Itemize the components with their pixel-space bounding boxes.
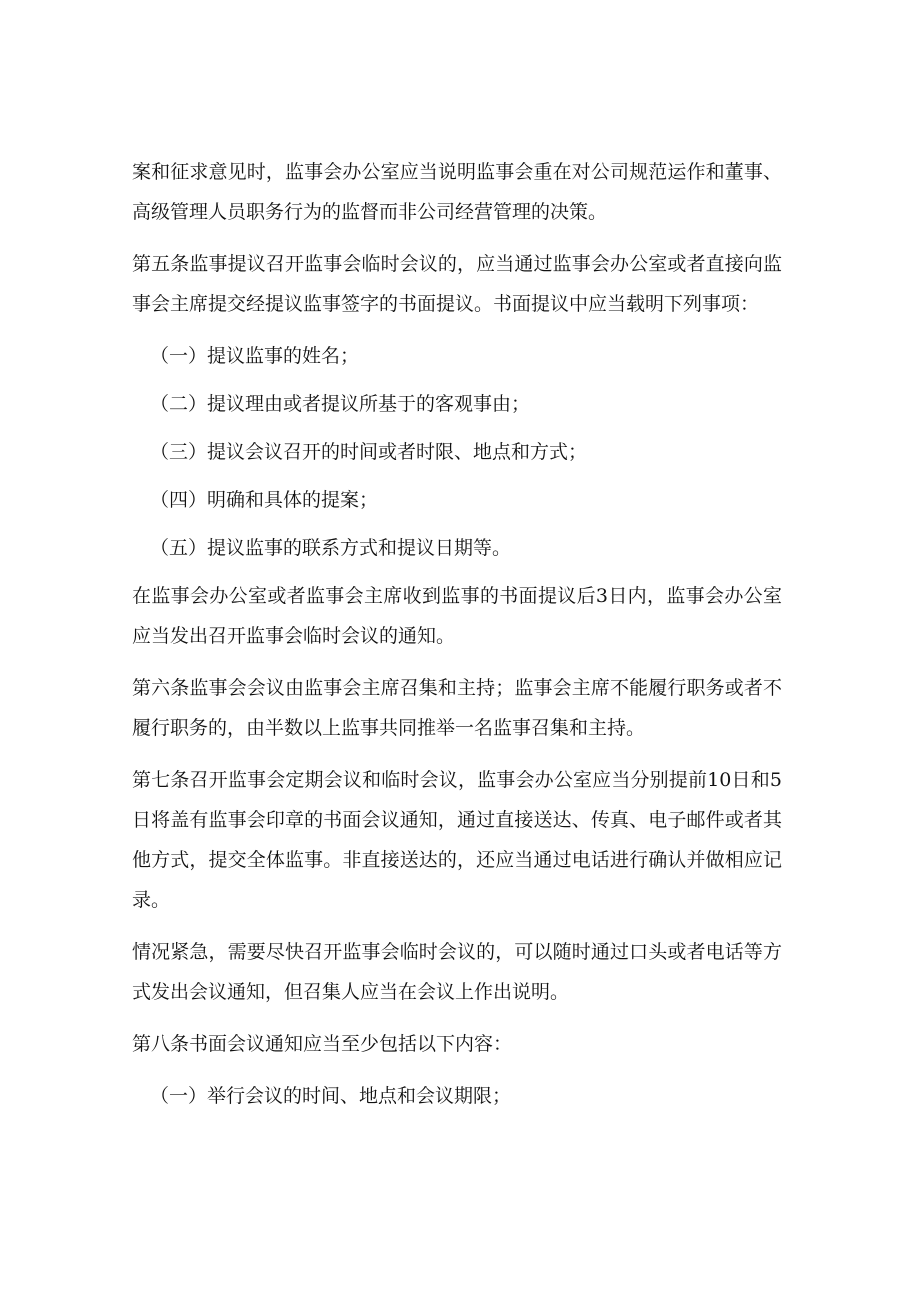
paragraph-article-5: 第五条监事提议召开监事会临时会议的，应当通过监事会办公室或者直接向监事会主席提交经提议监事签字的书面提议。书面提议中应当载明下列事项：	[132, 253, 782, 315]
paragraph-article-6: 第六条监事会会议由监事会主席召集和主持；监事会主席不能履行职务或者不履行职务的，由半数以上监事共同推举一名监事召集和主持。	[132, 677, 782, 739]
list-item: （三）提议会议召开的时间或者时限、地点和方式；	[150, 441, 588, 463]
list-item: （一）举行会议的时间、地点和会议期限；	[150, 1085, 512, 1107]
document-body	[132, 152, 782, 1124]
paragraph-continuation: 案和征求意见时，监事会办公室应当说明监事会重在对公司规范运作和董事、高级管理人员职务行为的监督而非公司经营管理的决策。	[132, 161, 782, 223]
list-item: （二）提议理由或者提议所基于的客观事由；	[150, 393, 531, 415]
paragraph-article-8: 第八条书面会议通知应当至少包括以下内容：	[132, 1033, 513, 1055]
paragraph-urgent-notice: 情况紧急，需要尽快召开监事会临时会议的，可以随时通过口头或者电话等方式发出会议通知，但召集人应当在会议上作出说明。	[132, 941, 782, 1003]
list-item: （五）提议监事的联系方式和提议日期等。	[150, 537, 512, 559]
paragraph-article-7: 第七条召开监事会定期会议和临时会议，监事会办公室应当分别提前10日和5日将盖有监事会印章的书面会议通知，通过直接送达、传真、电子邮件或者其他方式，提交全体监事。非直接送达的，还应当通过电话进行确认并做相应记录。	[132, 769, 782, 911]
list-item: （四）明确和具体的提案；	[150, 489, 379, 511]
list-item: （一）提议监事的姓名；	[150, 345, 360, 367]
paragraph-notice-timing: 在监事会办公室或者监事会主席收到监事的书面提议后3日内，监事会办公室应当发出召开监事会临时会议的通知。	[132, 585, 782, 647]
